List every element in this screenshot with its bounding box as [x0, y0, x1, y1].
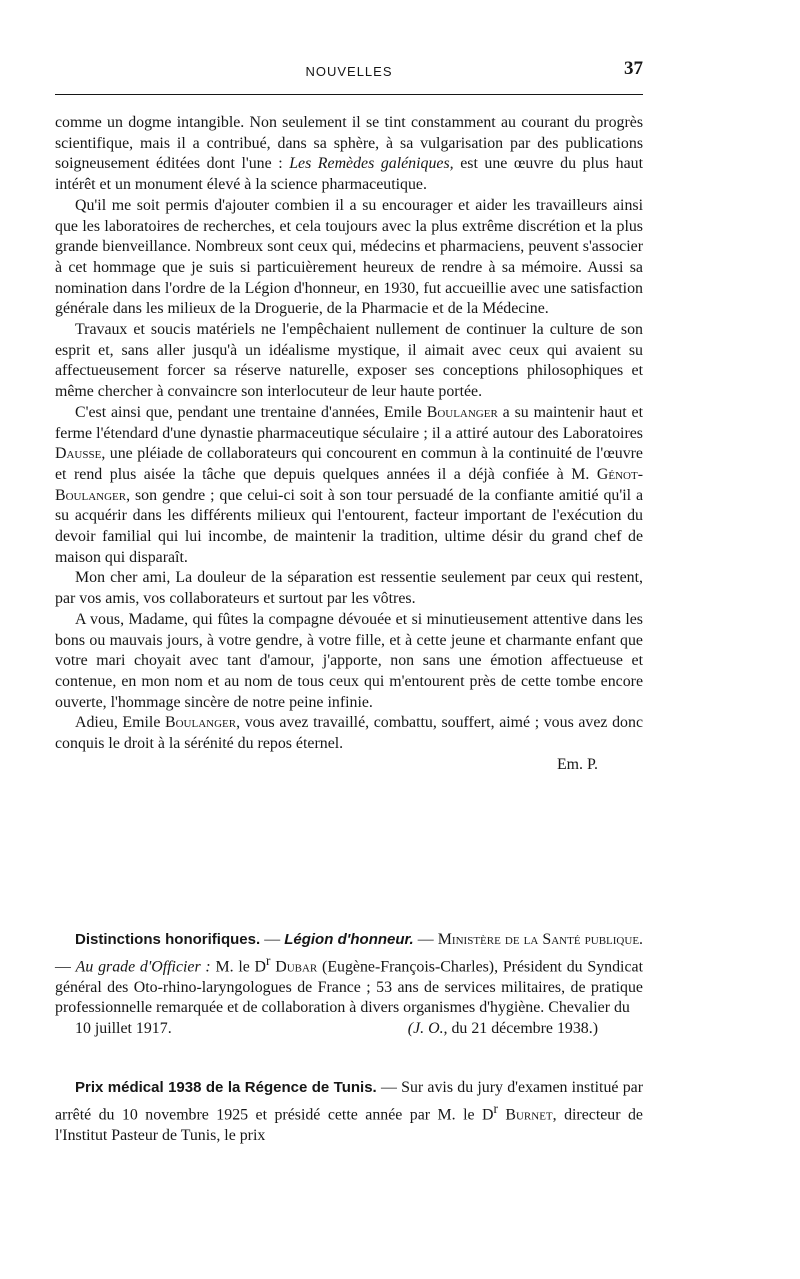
paragraph-text: Adieu, Emile — [75, 714, 166, 732]
paragraph-text: C'est ainsi que, pendant une trentaine d'années, Emile — [75, 403, 427, 421]
paragraph-4 — [55, 403, 643, 569]
paragraph-2: Qu'il me soit permis d'ajouter combien il a su encourager et aider les travailleurs ainsi que les laboratoires de recherches, et cela toujours avec la plus extrême discrétion et la plus grande bienveillance. Nombreux sont ceux qui, médecins et pharmaciens, peuvent s'associer à cet hommage que je suis si particuièrement heureux de rendre à sa mémoire. Aussi sa nomination dans l'ordre de la Légion d'honneur, en 1930, fut accueillie avec une satisfaction générale dans les milieux de la Droguerie, de la Pharmacie et de la Médecine. — [55, 196, 643, 318]
running-head: NOUVELLES — [305, 64, 393, 79]
paragraph-text: a su maintenir haut et ferme l'étendard d'une dynastie pharmaceutique séculaire ; il a attiré autour des Laboratoires — [55, 403, 644, 442]
paragraph-text: , vous avez travaillé, combattu, souffert, aimé ; vous avez donc conquis le droit à la sérénité du repos éternel. — [55, 714, 644, 753]
journal-date: du 21 décembre 1938.) — [447, 1020, 598, 1038]
paragraph-text: est une œuvre du plus haut intérêt et un monument élevé à la science pharmaceutique. — [55, 155, 643, 194]
section-subheading: Légion d'honneur. — [284, 931, 414, 948]
paragraph-text: , son gendre ; que celui-ci soit à son tour persuadé de la confiante amitié qu'il a su acquérir dans les différents milieux qui l'entourent, facteur important de l'exécution du devoir familial qui lui incombe, de maintenir la tradition, ultime désir du grand chef de maison qui disparaît. — [55, 486, 643, 566]
grade-label: Au grade d'Officier : — [75, 958, 211, 975]
section-heading: Prix médical 1938 de la Régence de Tunis. — [75, 1079, 377, 1096]
journal-officiel-line — [55, 1019, 643, 1040]
distinctions-section — [55, 930, 643, 1040]
ministry-name: Ministère de la Santé publique. — [437, 931, 644, 948]
person-name: Génot-Boulanger — [55, 465, 643, 504]
header-rule — [55, 94, 643, 95]
paragraph-1 — [55, 113, 643, 196]
paragraph-5: Mon cher ami, La douleur de la séparation est ressentie seulement par ceux qui restent, par vos amis, vos collaborateurs et surtout par les vôtres. — [55, 569, 643, 608]
date-text: 10 juillet 1917. — [75, 1020, 172, 1038]
paragraph-3: Travaux et soucis matériels ne l'empêchaient nullement de continuer la culture de son esprit et, sans aller jusqu'à un idéalisme mystique, il aimait avec ceux qui avaient su affectueusement forcer sa réserve naturelle, exposer ses conceptions philosophiques et même chercher à convaincre son interlocuteur de leur haute portée. — [55, 321, 643, 401]
journal-abbr: (J. O., — [407, 1020, 448, 1038]
dash: — — [55, 958, 76, 975]
obituary-text — [55, 113, 643, 776]
person-name: Boulanger — [426, 403, 498, 421]
person-name: Boulanger — [165, 714, 237, 732]
paragraph-text: comme un dogme intangible. Non seulement il se tint constamment au courant du progrès scientifique, mais il a contribué, dans sa sphère, à sa vulgarisation par des publications soigneusement éditées dont l'une : — [55, 114, 643, 173]
section-heading: Distinctions honorifiques. — [75, 931, 261, 948]
paragraph-text: , directeur de l'Institut Pasteur de Tunis, le prix — [55, 1106, 643, 1144]
company-name: Dausse — [55, 445, 102, 463]
page — [55, 0, 644, 1144]
paragraph-6: A vous, Madame, qui fûtes la compagne dévouée et si minutieusement attentive dans les bons ou mauvais jours, à votre gendre, à votre fille, et à cette jeune et charmante enfant que votre mari choyait avec tant d'amour, j'apporte, non sans une émotion affectueuse et contenue, en mon nom et au nom de tous ceux qui m'entourent près de cette tombe encore ouverte, l'hommage sincère de notre peine infinie. — [55, 610, 643, 711]
distinctions-paragraph — [55, 930, 643, 1019]
dash: — — [260, 931, 285, 948]
page-header — [55, 0, 643, 96]
superscript: r — [493, 1100, 498, 1116]
journal-reference — [388, 1019, 598, 1040]
book-title: Les Remèdes galéniques, — [289, 155, 454, 173]
signature: Em. P. — [556, 755, 598, 773]
person-name: Burnet — [505, 1106, 553, 1123]
person-name: Dubar — [275, 958, 318, 975]
paragraph-text: (Eugène-François-Charles), Président du Syndicat général des Oto-rhino-laryngologues de France ; 53 ans de services militaires, de pratique professionnelle remarquée et de collaboration à divers organismes d'hygiène. Chevalier du — [55, 958, 643, 1017]
paragraph-text: , une pléiade de collaborateurs qui concourent en commun à la continuité de l'œuvre et rend plus aisée la tâche que depuis quelques années il a déjà confiée à M. — [55, 445, 643, 483]
paragraph-text: M. le D — [210, 958, 267, 975]
paragraph-7 — [55, 713, 643, 754]
prix-section — [55, 1078, 643, 1146]
paragraph-text: — Sur avis du jury d'examen institué par arrêté du 10 novembre 1925 et présidé cette année par M. le D — [55, 1079, 643, 1123]
page-number: 37 — [624, 58, 643, 79]
dash: — — [413, 931, 438, 948]
superscript: r — [266, 952, 271, 968]
